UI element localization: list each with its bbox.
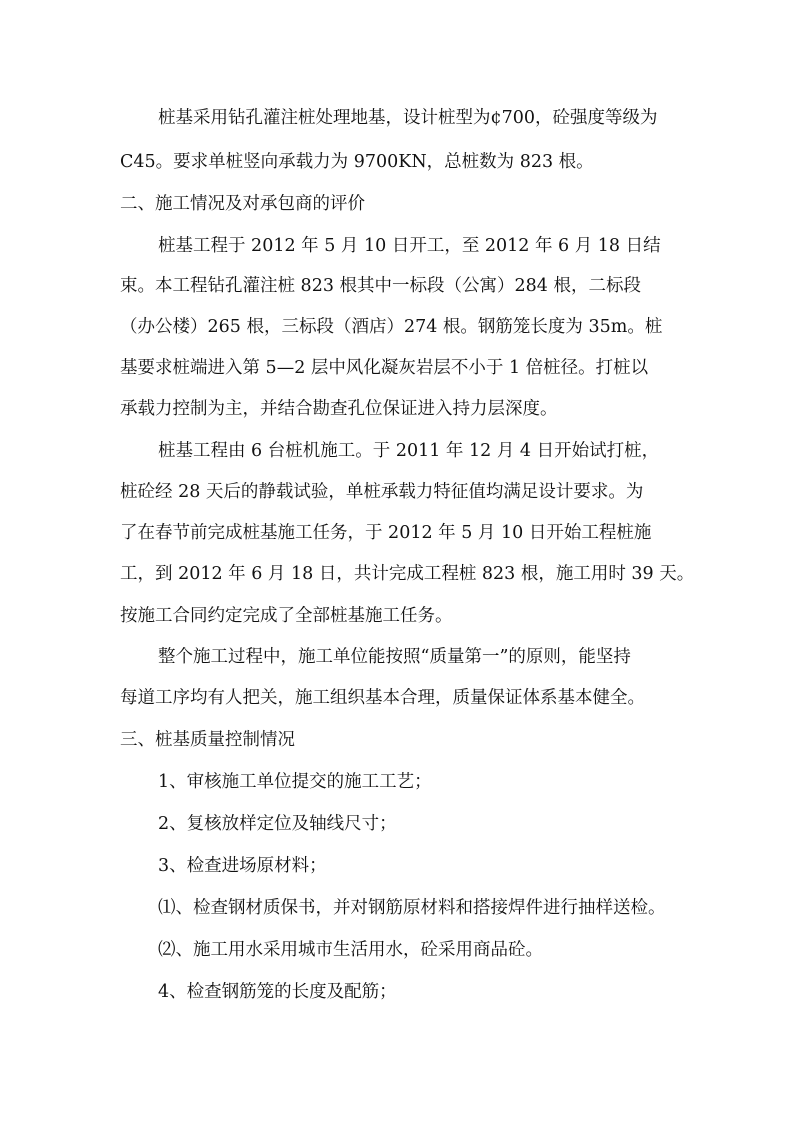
paragraph-3-line-5: 按施工合同约定完成了全部桩基施工任务。: [120, 606, 453, 626]
paragraph-3-line-1: 桩基工程由 6 台桩机施工。于 2011 年 12 月 4 日开始试打桩，: [158, 441, 660, 461]
section-heading-2: 二、施工情况及对承包商的评价: [120, 194, 365, 214]
paragraph-3-line-2: 桩砼经 28 天后的静载试验，单桩承载力特征值均满足设计要求。为: [120, 482, 644, 502]
section-heading-3: 三、桩基质量控制情况: [120, 730, 295, 750]
paragraph-3-line-4: 工，到 2012 年 6 月 18 日，共计完成工程桩 823 根，施工用时 39 天。: [120, 564, 695, 584]
paragraph-4-line-1: 整个施工过程中，施工单位能按照“质量第一”的原则，能坚持: [158, 647, 631, 667]
paragraph-2-line-5: 承载力控制为主，并结合勘查孔位保证进入持力层深度。: [120, 399, 558, 419]
paragraph-2-line-2: 束。本工程钻孔灌注桩 823 根其中一标段（公寓）284 根，二标段: [120, 276, 641, 296]
paragraph-1-line-1: 桩基采用钻孔灌注桩处理地基，设计桩型为¢700，砼强度等级为: [158, 108, 658, 128]
paragraph-2-line-4: 基要求桩端进入第 5—2 层中风化凝灰岩层不小于 1 倍桩径。打桩以: [120, 358, 649, 378]
list-item-1: 1、审核施工单位提交的施工工艺；: [158, 772, 432, 792]
paragraph-4-line-2: 每道工序均有人把关，施工组织基本合理，质量保证体系基本健全。: [120, 688, 645, 708]
list-item-4: 4、检查钢筋笼的长度及配筋；: [158, 982, 397, 1002]
paragraph-1-line-2: C45。要求单桩竖向承载力为 9700KN，总桩数为 823 根。: [120, 152, 594, 172]
sub-item-1: ⑴、检查钢材质保书，并对钢筋原材料和搭接焊件进行抽样送检。: [158, 898, 666, 918]
paragraph-2-line-3: （办公楼）265 根，三标段（酒店）274 根。钢筋笼长度为 35m。桩: [120, 317, 663, 337]
list-item-2: 2、复核放样定位及轴线尺寸；: [158, 814, 397, 834]
paragraph-3-line-3: 了在春节前完成桩基施工任务，于 2012 年 5 月 10 日开始工程桩施: [120, 523, 652, 543]
paragraph-2-line-1: 桩基工程于 2012 年 5 月 10 日开工，至 2012 年 6 月 18 日结: [158, 236, 661, 256]
list-item-3: 3、检查进场原材料；: [158, 856, 327, 876]
sub-item-2: ⑵、施工用水采用城市生活用水，砼采用商品砼。: [158, 940, 543, 960]
